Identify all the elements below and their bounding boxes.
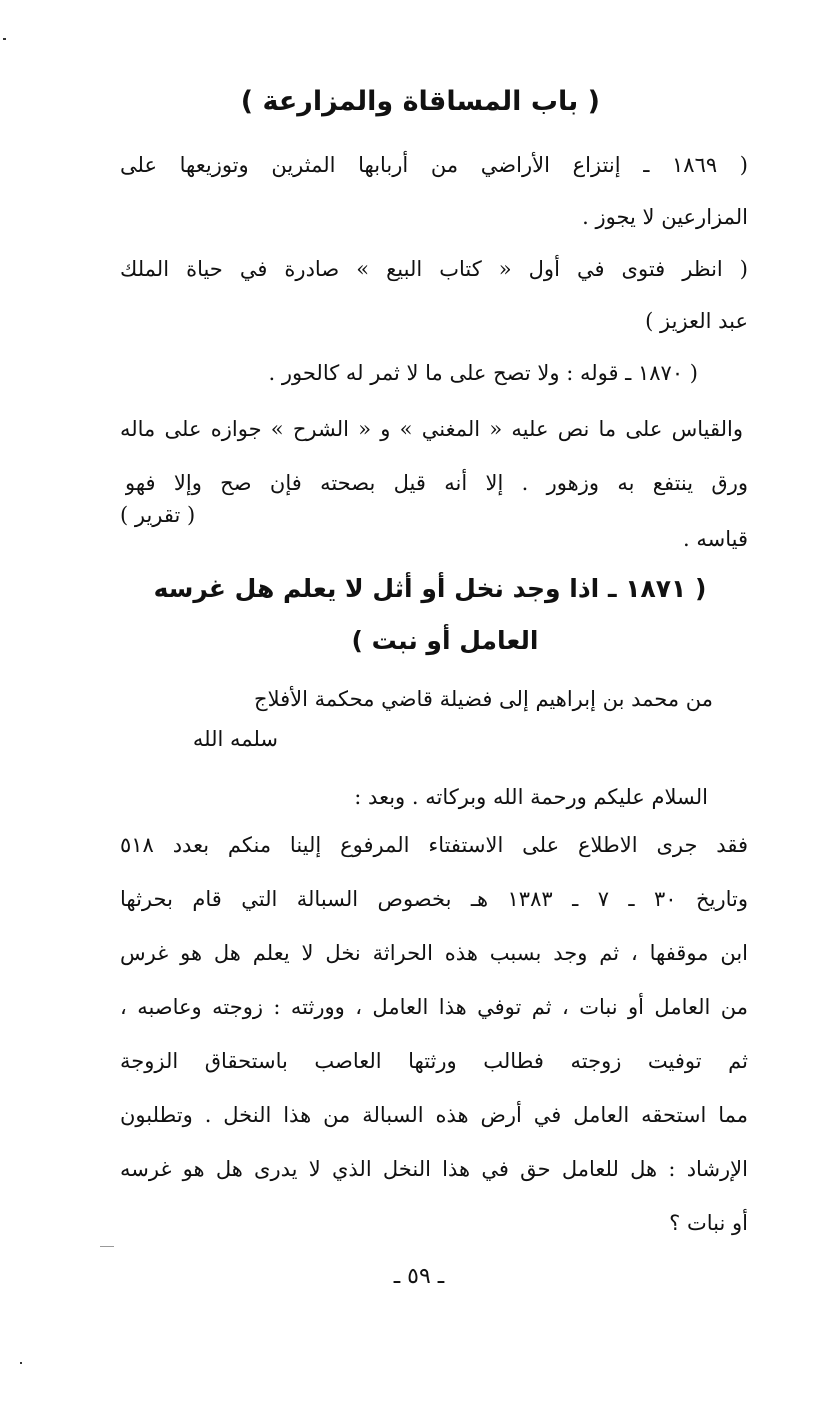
scan-speck (100, 1246, 114, 1247)
letter-body-line-3: ابن موقفها ، ثم وجد بسبب هذه الحراثة نخل لا يعلم هل هو غرس (120, 941, 748, 965)
scan-speck (3, 38, 6, 40)
item-1870-line-4: قياسه . (683, 527, 748, 551)
item-1870-line-3: ورق ينتفع به وزهور . إلا أنه قيل بصحته فإن صح وإلا فهو (125, 471, 748, 495)
letter-address-line-1: من محمد بن إبراهيم إلى فضيلة قاضي محكمة الأفلاج (254, 687, 713, 711)
page-number: ـ ٥٩ ـ (393, 1264, 445, 1289)
letter-address-line-2: سلمه الله (192, 727, 278, 751)
item-1870-line-1: ( ١٨٧٠ ـ قوله : ولا تصح على ما لا ثمر له كالحور . (268, 361, 698, 385)
item-1870-note: ( تقرير ) (120, 503, 196, 527)
letter-body-line-5: ثم توفيت زوجته فطالب ورثتها العاصب باستحقاق الزوجة (120, 1049, 748, 1073)
letter-body-line-4: من العامل أو نبات ، ثم توفي هذا العامل ، وورثته : زوجته وعاصبه ، (120, 995, 748, 1019)
item-1869-line-1: ( ١٨٦٩ ـ إنتزاع الأراضي من أربابها المثرين وتوزيعها على (120, 153, 748, 177)
letter-body-line-8: أو نبات ؟ (669, 1211, 748, 1235)
item-1869-line-2: المزارعين لا يجوز . (582, 205, 748, 229)
scan-speck (20, 1362, 22, 1364)
item-1869-line-3: ( انظر فتوى في أول « كتاب البيع » صادرة في حياة الملك (120, 257, 748, 281)
section-1871-title-line-2: العامل أو نبت ) (351, 626, 539, 655)
chapter-title: ( باب المساقاة والمزارعة ) (240, 86, 600, 117)
letter-body-line-2: وتاريخ ٣٠ ـ ٧ ـ ١٣٨٣ هـ بخصوص السبالة التي قام بحرثها (120, 887, 748, 911)
letter-greeting: السلام عليكم ورحمة الله وبركاته . وبعد : (354, 785, 708, 809)
letter-body-line-7: الإرشاد : هل للعامل حق في هذا النخل الذي لا يدرى هل هو غرسه (120, 1157, 748, 1181)
item-1869-line-4: عبد العزيز ) (645, 309, 748, 333)
letter-body-line-6: مما استحقه العامل في أرض هذه السبالة من هذا النخل . وتطلبون (120, 1103, 748, 1127)
letter-body-line-1: فقد جرى الاطلاع على الاستفتاء المرفوع إلينا منكم بعدد ٥١٨ (120, 833, 748, 857)
section-1871-title-line-1: ( ١٨٧١ ـ اذا وجد نخل أو أثل لا يعلم هل غرسه (153, 574, 707, 603)
item-1870-line-2: والقياس على ما نص عليه « المغني » و « الشرح » جوازه على ماله (120, 417, 743, 441)
